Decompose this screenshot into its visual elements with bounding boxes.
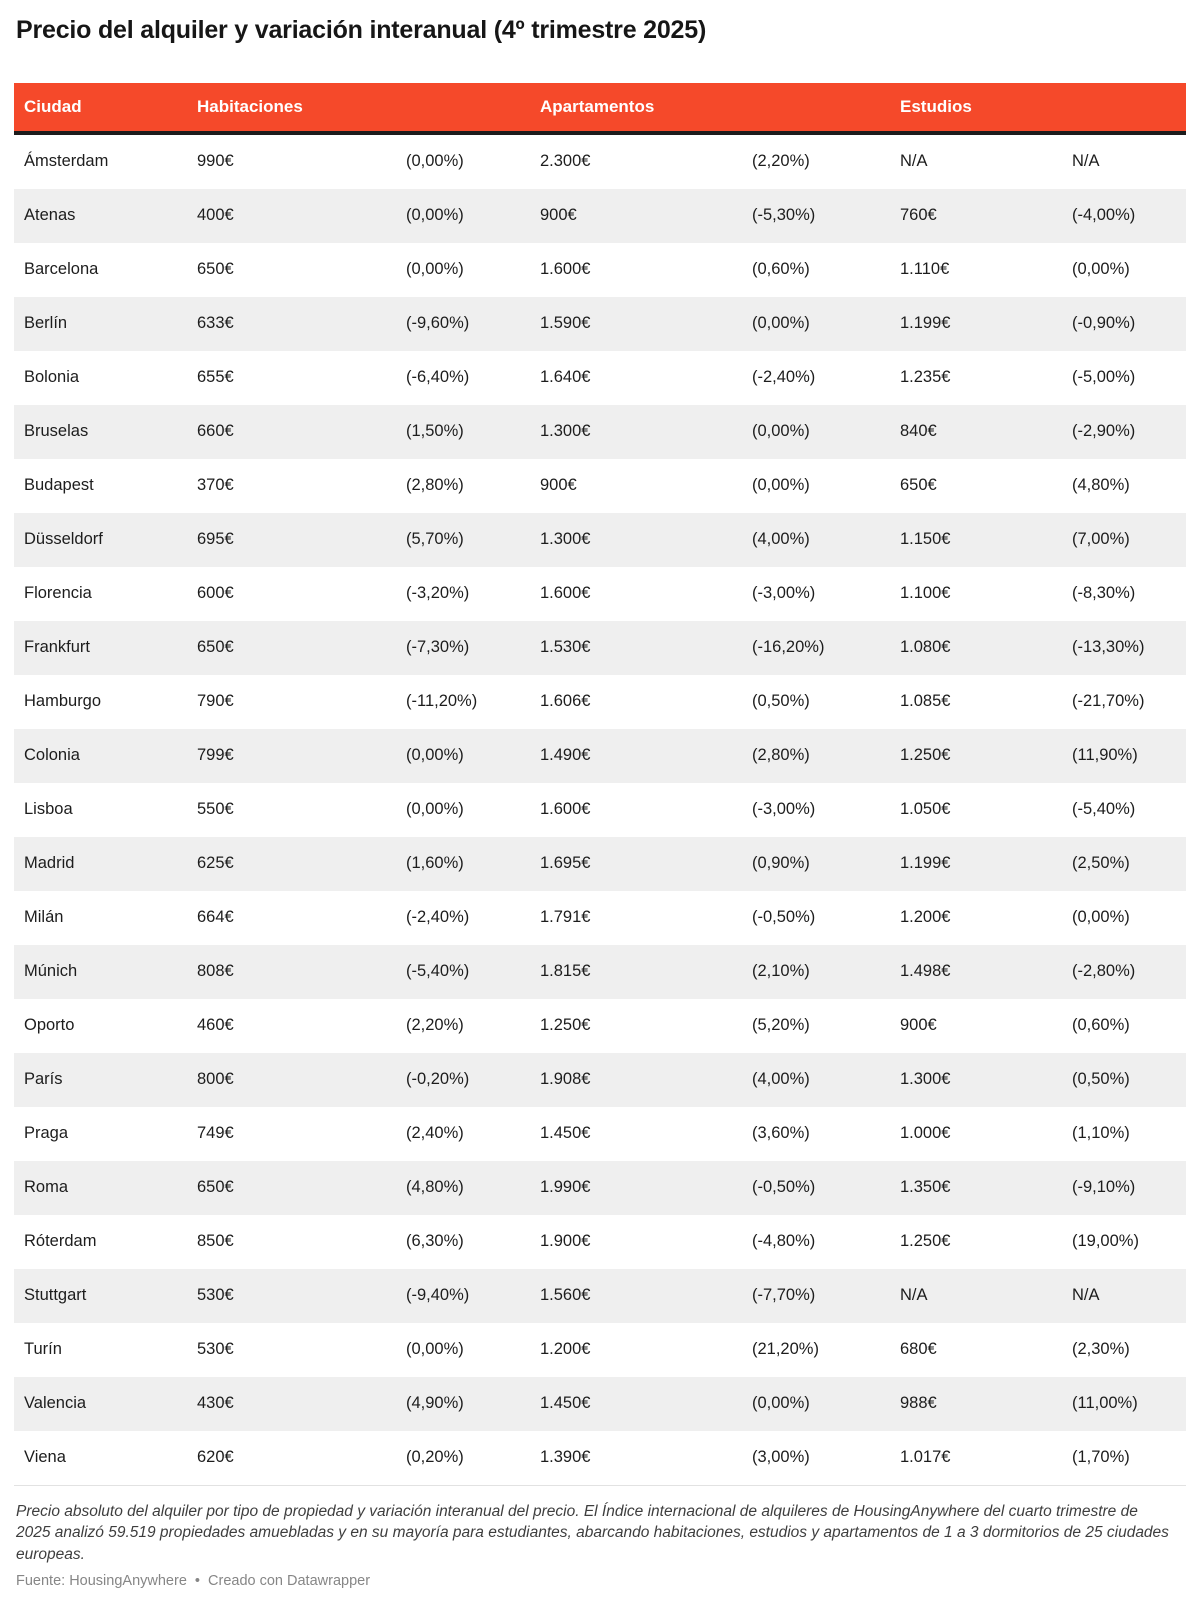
- cell-estudios-change: (1,70%): [1062, 1431, 1186, 1486]
- cell-estudios-price: N/A: [900, 152, 928, 170]
- table-row: [14, 999, 1186, 1053]
- table-row: [14, 567, 1186, 621]
- cell-city: Bolonia: [24, 368, 80, 386]
- cell-estudios-change: (-4,00%): [1062, 189, 1186, 243]
- cell-apartamentos-price: 900€: [540, 476, 577, 494]
- cell-city: Barcelona: [24, 260, 99, 278]
- table-row: [14, 243, 1186, 297]
- cell-habitaciones-change: (2,40%): [406, 1124, 464, 1142]
- cell-apartamentos-change: (0,60%): [752, 260, 810, 278]
- table-row: [14, 513, 1186, 567]
- cell-habitaciones-price: 664€: [197, 908, 234, 926]
- cell-estudios-price: 1.199€: [890, 297, 1062, 351]
- cell-habitaciones-price: 633€: [187, 297, 396, 351]
- datawrapper-credit[interactable]: Creado con Datawrapper: [208, 1573, 371, 1589]
- cell-apartamentos-change: (3,00%): [742, 1431, 890, 1486]
- cell-estudios-price: 680€: [900, 1340, 937, 1358]
- table-row: [14, 189, 1186, 243]
- cell-habitaciones-change: (-2,40%): [406, 908, 470, 926]
- table-row: [14, 1269, 1186, 1323]
- cell-apartamentos-price: 1.590€: [530, 297, 742, 351]
- table-row: [14, 729, 1186, 783]
- cell-habitaciones-price: 460€: [197, 1016, 234, 1034]
- table-row: [14, 1377, 1186, 1431]
- table-row: [14, 621, 1186, 675]
- cell-apartamentos-price: 1.908€: [530, 1053, 742, 1107]
- cell-city: Madrid: [14, 837, 187, 891]
- cell-estudios-price: 1.050€: [900, 800, 951, 818]
- cell-apartamentos-price: 1.450€: [540, 1124, 591, 1142]
- cell-apartamentos-price: 1.600€: [540, 584, 591, 602]
- cell-estudios-price: 1.498€: [890, 945, 1062, 999]
- cell-habitaciones-change: (0,00%): [396, 729, 530, 783]
- cell-apartamentos-price: 1.791€: [540, 908, 591, 926]
- cell-apartamentos-change: (4,00%): [742, 1053, 890, 1107]
- table-row: [14, 459, 1186, 513]
- table-row: [14, 1215, 1186, 1269]
- cell-habitaciones-change: (0,00%): [406, 260, 464, 278]
- cell-habitaciones-price: 808€: [187, 945, 396, 999]
- table-row: [14, 1323, 1186, 1377]
- cell-city: París: [14, 1053, 187, 1107]
- cell-apartamentos-change: (21,20%): [752, 1340, 819, 1358]
- footer-attribution: [16, 1573, 1186, 1589]
- cell-city: Turín: [24, 1340, 62, 1358]
- col-header-estudios: Estudios: [890, 83, 1186, 133]
- cell-apartamentos-change: (-2,40%): [752, 368, 816, 386]
- cell-habitaciones-price: 790€: [197, 692, 234, 710]
- cell-apartamentos-change: (-0,50%): [742, 1161, 890, 1215]
- cell-city: Berlín: [14, 297, 187, 351]
- table-body: [14, 133, 1186, 1486]
- cell-estudios-change: (-5,00%): [1072, 368, 1136, 386]
- cell-apartamentos-price: 1.530€: [530, 621, 742, 675]
- cell-apartamentos-change: (0,00%): [742, 1377, 890, 1431]
- cell-apartamentos-change: (0,00%): [742, 297, 890, 351]
- cell-habitaciones-change: (-0,20%): [396, 1053, 530, 1107]
- cell-habitaciones-price: 430€: [187, 1377, 396, 1431]
- cell-habitaciones-price: 370€: [197, 476, 234, 494]
- cell-apartamentos-price: 2.300€: [540, 152, 591, 170]
- cell-habitaciones-price: 650€: [187, 621, 396, 675]
- rent-price-table: [14, 83, 1186, 1486]
- cell-habitaciones-change: (5,70%): [396, 513, 530, 567]
- cell-apartamentos-price: 1.990€: [530, 1161, 742, 1215]
- cell-estudios-price: 1.085€: [900, 692, 951, 710]
- cell-estudios-change: (0,00%): [1072, 260, 1130, 278]
- cell-apartamentos-change: (-3,00%): [752, 584, 816, 602]
- table-row: [14, 1161, 1186, 1215]
- table-row: [14, 837, 1186, 891]
- cell-apartamentos-change: (2,80%): [742, 729, 890, 783]
- chart-title: Precio del alquiler y variación interanual (4º trimestre 2025): [16, 16, 707, 44]
- cell-city: Frankfurt: [14, 621, 187, 675]
- cell-habitaciones-change: (-9,60%): [396, 297, 530, 351]
- cell-apartamentos-change: (5,20%): [752, 1016, 810, 1034]
- table-row: [14, 351, 1186, 405]
- cell-estudios-price: 900€: [900, 1016, 937, 1034]
- cell-estudios-price: 760€: [890, 189, 1062, 243]
- cell-city: Róterdam: [24, 1232, 97, 1250]
- cell-estudios-change: (-0,90%): [1062, 297, 1186, 351]
- cell-city: Oporto: [24, 1016, 75, 1034]
- table-row: [14, 405, 1186, 459]
- chart-description: Precio absoluto del alquiler por tipo de propiedad y variación interanual del precio. El Índice internacional de alquileres de HousingAnywhere del cuarto trimestre de 2025 analizó 59.519 propiedades amuebladas y en su mayoría para estudiantes, abarcando habitaciones, estudios y apartamentos de 1 a 3 dormitorios de 25 ciudades europeas.: [16, 1502, 1169, 1563]
- cell-habitaciones-change: (0,00%): [406, 1340, 464, 1358]
- cell-apartamentos-change: (-16,20%): [742, 621, 890, 675]
- cell-city: Colonia: [14, 729, 187, 783]
- header-row: [14, 83, 1186, 133]
- cell-apartamentos-change: (-5,30%): [742, 189, 890, 243]
- cell-apartamentos-change: (-7,70%): [742, 1269, 890, 1323]
- cell-estudios-change: (-2,90%): [1062, 405, 1186, 459]
- cell-apartamentos-change: (0,90%): [742, 837, 890, 891]
- cell-apartamentos-change: (-0,50%): [752, 908, 816, 926]
- cell-estudios-price: 650€: [900, 476, 937, 494]
- cell-apartamentos-price: 1.695€: [530, 837, 742, 891]
- cell-apartamentos-change: (-3,00%): [752, 800, 816, 818]
- cell-city: Lisboa: [24, 800, 73, 818]
- cell-habitaciones-price: 400€: [187, 189, 396, 243]
- cell-estudios-change: (19,00%): [1072, 1232, 1139, 1250]
- cell-estudios-price: 1.199€: [890, 837, 1062, 891]
- col-header-ciudad: Ciudad: [14, 83, 187, 133]
- col-header-habitaciones: Habitaciones: [187, 83, 530, 133]
- cell-city: Múnich: [14, 945, 187, 999]
- cell-habitaciones-price: 650€: [197, 260, 234, 278]
- cell-habitaciones-change: (6,30%): [406, 1232, 464, 1250]
- cell-estudios-price: 1.235€: [900, 368, 951, 386]
- cell-apartamentos-price: 1.490€: [530, 729, 742, 783]
- cell-estudios-change: (0,60%): [1072, 1016, 1130, 1034]
- cell-estudios-change: (-2,80%): [1062, 945, 1186, 999]
- cell-habitaciones-price: 650€: [187, 1161, 396, 1215]
- cell-habitaciones-price: 655€: [197, 368, 234, 386]
- cell-estudios-price: 1.017€: [890, 1431, 1062, 1486]
- cell-estudios-change: (-9,10%): [1062, 1161, 1186, 1215]
- cell-city: Düsseldorf: [14, 513, 187, 567]
- cell-apartamentos-price: 900€: [530, 189, 742, 243]
- cell-city: Bruselas: [14, 405, 187, 459]
- cell-habitaciones-change: (-3,20%): [406, 584, 470, 602]
- cell-habitaciones-change: (0,00%): [406, 800, 464, 818]
- cell-estudios-price: 988€: [890, 1377, 1062, 1431]
- cell-city: Atenas: [14, 189, 187, 243]
- cell-habitaciones-price: 625€: [187, 837, 396, 891]
- cell-city: Milán: [24, 908, 64, 926]
- cell-apartamentos-price: 1.250€: [540, 1016, 591, 1034]
- cell-estudios-price: 1.350€: [890, 1161, 1062, 1215]
- cell-habitaciones-change: (-9,40%): [396, 1269, 530, 1323]
- cell-apartamentos-change: (4,00%): [742, 513, 890, 567]
- cell-city: Stuttgart: [14, 1269, 187, 1323]
- table-row: [14, 297, 1186, 351]
- cell-habitaciones-price: 800€: [187, 1053, 396, 1107]
- cell-habitaciones-price: 850€: [197, 1232, 234, 1250]
- cell-city: Ámsterdam: [24, 152, 109, 170]
- cell-habitaciones-price: 530€: [187, 1269, 396, 1323]
- cell-apartamentos-price: 1.900€: [540, 1232, 591, 1250]
- cell-habitaciones-change: (0,20%): [396, 1431, 530, 1486]
- cell-apartamentos-price: 1.200€: [540, 1340, 591, 1358]
- cell-estudios-price: 1.250€: [900, 1232, 951, 1250]
- cell-apartamentos-price: 1.815€: [530, 945, 742, 999]
- table-row: [14, 945, 1186, 999]
- cell-city: Budapest: [24, 476, 94, 494]
- cell-habitaciones-price: 695€: [187, 513, 396, 567]
- cell-city: Praga: [24, 1124, 69, 1142]
- cell-habitaciones-change: (2,20%): [406, 1016, 464, 1034]
- cell-estudios-change: (0,50%): [1062, 1053, 1186, 1107]
- cell-estudios-price: 1.250€: [890, 729, 1062, 783]
- cell-estudios-price: N/A: [890, 1269, 1062, 1323]
- cell-estudios-change: N/A: [1072, 152, 1100, 170]
- cell-city: Valencia: [14, 1377, 187, 1431]
- cell-estudios-price: 1.100€: [900, 584, 951, 602]
- cell-habitaciones-change: (4,80%): [396, 1161, 530, 1215]
- cell-estudios-change: (2,30%): [1072, 1340, 1130, 1358]
- cell-estudios-change: (11,90%): [1062, 729, 1186, 783]
- cell-habitaciones-change: (4,90%): [396, 1377, 530, 1431]
- cell-estudios-change: (7,00%): [1062, 513, 1186, 567]
- table-row: [14, 891, 1186, 945]
- cell-habitaciones-change: (1,50%): [396, 405, 530, 459]
- cell-estudios-price: 1.200€: [900, 908, 951, 926]
- col-header-apartamentos: Apartamentos: [530, 83, 890, 133]
- cell-estudios-price: 1.000€: [900, 1124, 951, 1142]
- cell-apartamentos-price: 1.390€: [530, 1431, 742, 1486]
- cell-apartamentos-change: (0,00%): [752, 476, 810, 494]
- cell-habitaciones-price: 530€: [197, 1340, 234, 1358]
- cell-estudios-change: (-13,30%): [1062, 621, 1186, 675]
- cell-apartamentos-price: 1.606€: [540, 692, 591, 710]
- table-row: [14, 675, 1186, 729]
- cell-apartamentos-price: 1.300€: [530, 405, 742, 459]
- cell-apartamentos-price: 1.450€: [530, 1377, 742, 1431]
- cell-estudios-price: 1.150€: [890, 513, 1062, 567]
- table-row: [14, 1053, 1186, 1107]
- cell-habitaciones-change: (-6,40%): [406, 368, 470, 386]
- cell-estudios-change: (0,00%): [1072, 908, 1130, 926]
- cell-habitaciones-change: (2,80%): [406, 476, 464, 494]
- cell-estudios-change: (-8,30%): [1072, 584, 1136, 602]
- cell-habitaciones-change: (0,00%): [396, 189, 530, 243]
- table-row: [14, 1107, 1186, 1161]
- cell-apartamentos-change: (2,10%): [742, 945, 890, 999]
- cell-habitaciones-price: 620€: [187, 1431, 396, 1486]
- cell-habitaciones-price: 550€: [197, 800, 234, 818]
- cell-habitaciones-change: (-5,40%): [396, 945, 530, 999]
- cell-habitaciones-change: (-11,20%): [406, 692, 478, 710]
- cell-estudios-change: (4,80%): [1072, 476, 1130, 494]
- cell-estudios-change: (-5,40%): [1072, 800, 1136, 818]
- cell-habitaciones-change: (1,60%): [396, 837, 530, 891]
- table-row: [14, 133, 1186, 189]
- separator-dot: •: [194, 1573, 200, 1589]
- cell-habitaciones-price: 600€: [197, 584, 234, 602]
- table-row: [14, 1431, 1186, 1486]
- cell-apartamentos-price: 1.600€: [540, 800, 591, 818]
- cell-estudios-change: (11,00%): [1062, 1377, 1186, 1431]
- cell-estudios-price: 1.300€: [890, 1053, 1062, 1107]
- cell-estudios-price: 1.080€: [890, 621, 1062, 675]
- cell-habitaciones-change: (0,00%): [406, 152, 464, 170]
- cell-habitaciones-price: 749€: [197, 1124, 234, 1142]
- cell-habitaciones-price: 799€: [187, 729, 396, 783]
- cell-apartamentos-price: 1.640€: [540, 368, 591, 386]
- cell-city: Viena: [14, 1431, 187, 1486]
- cell-apartamentos-change: (0,00%): [742, 405, 890, 459]
- cell-city: Roma: [14, 1161, 187, 1215]
- cell-apartamentos-price: 1.560€: [530, 1269, 742, 1323]
- cell-estudios-change: (2,50%): [1062, 837, 1186, 891]
- source-label: Fuente: HousingAnywhere: [16, 1573, 187, 1589]
- cell-estudios-change: (1,10%): [1072, 1124, 1130, 1142]
- cell-apartamentos-change: (3,60%): [752, 1124, 810, 1142]
- cell-apartamentos-change: (0,50%): [752, 692, 810, 710]
- cell-habitaciones-price: 660€: [187, 405, 396, 459]
- cell-estudios-change: (-21,70%): [1072, 692, 1145, 710]
- cell-habitaciones-price: 990€: [197, 152, 234, 170]
- cell-habitaciones-change: (-7,30%): [396, 621, 530, 675]
- table-row: [14, 783, 1186, 837]
- cell-estudios-price: 1.110€: [900, 260, 950, 278]
- cell-estudios-change: N/A: [1062, 1269, 1186, 1323]
- cell-apartamentos-price: 1.300€: [530, 513, 742, 567]
- cell-apartamentos-change: (2,20%): [752, 152, 810, 170]
- cell-city: Hamburgo: [24, 692, 102, 710]
- cell-estudios-price: 840€: [890, 405, 1062, 459]
- cell-apartamentos-change: (-4,80%): [752, 1232, 816, 1250]
- cell-apartamentos-price: 1.600€: [540, 260, 591, 278]
- cell-city: Florencia: [24, 584, 92, 602]
